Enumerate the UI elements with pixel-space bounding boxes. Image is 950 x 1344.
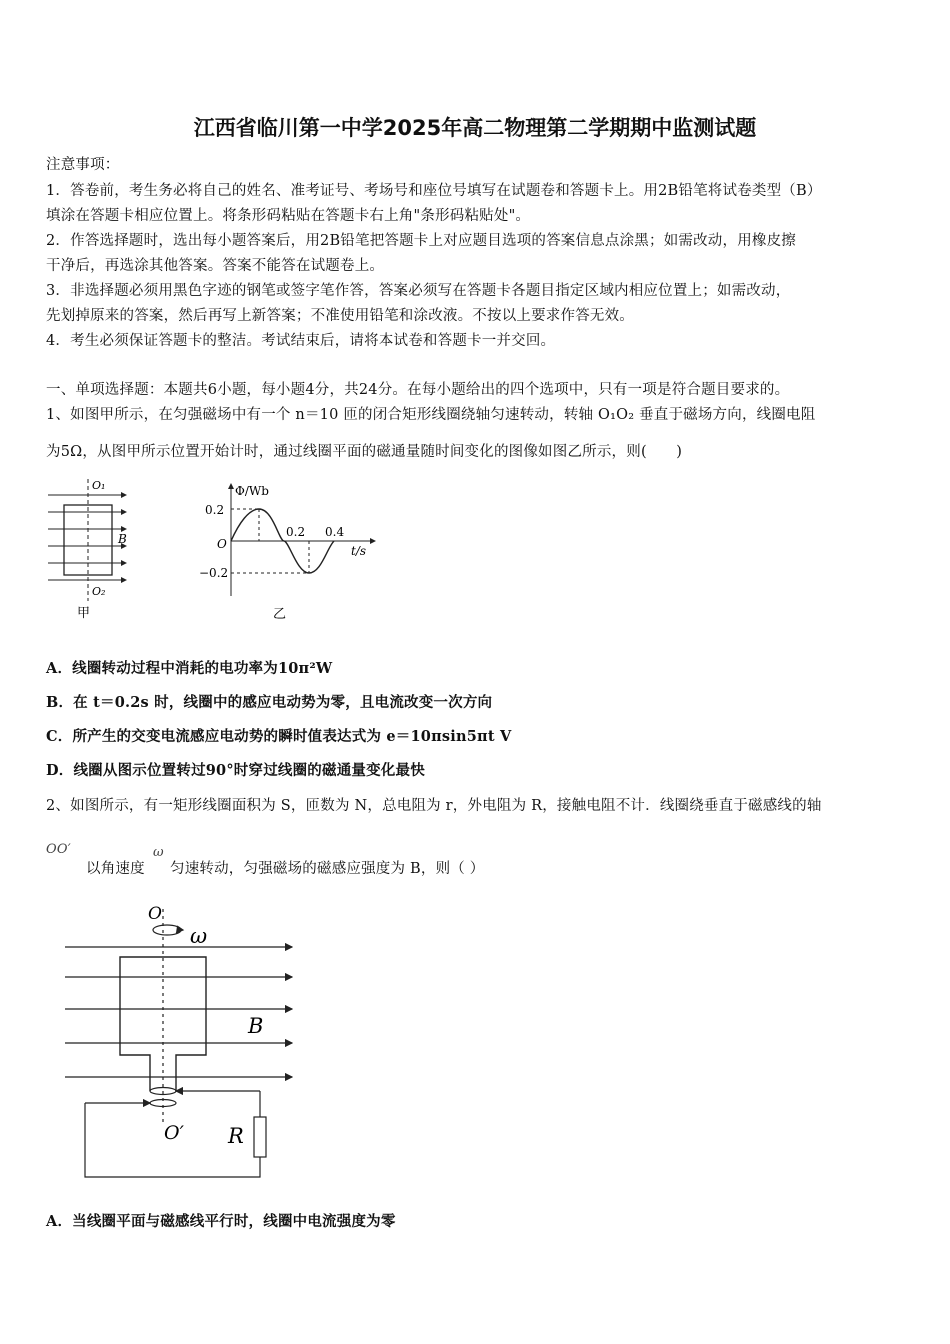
question-1-stem: 1、如图甲所示，在匀强磁场中有一个 n＝10 匝的闭合矩形线圈绕轴匀速转动，转轴 O₁O₂ 垂直于磁场方向，线圈电阻	[46, 407, 816, 423]
resistor	[254, 1117, 266, 1157]
option-d: D．线圈从图示位置转过90°时穿过线圈的磁通量变化最快	[46, 762, 425, 779]
notice-heading: 注意事项：	[46, 157, 120, 173]
option-b: B．在 t＝0.2s 时，线圈中的感应电动势为零，且电流改变一次方向	[46, 694, 493, 711]
option-c: C．所产生的交变电流感应电动势的瞬时值表达式为 e＝10πsin5πt V	[46, 728, 512, 745]
label-o-bottom: O′	[164, 1122, 184, 1144]
label-r: R	[228, 1124, 244, 1148]
notice-line: 1．答卷前，考生务必将自己的姓名、准考证号、考场号和座位号填写在试题卷和答题卡上。用2B铅笔将试卷类型（B）	[46, 183, 822, 199]
figure-q2	[60, 895, 305, 1185]
option-a: A．当线圈平面与磁感线平行时，线圈中电流强度为零	[46, 1213, 396, 1230]
question-2-stem-cont-b: 匀速转动，匀强磁场的磁感应强度为 B，则（ ）	[170, 861, 485, 877]
origin-label: O	[217, 537, 227, 551]
y-tick-bottom: −0.2	[199, 566, 229, 580]
figure-jia	[44, 475, 134, 625]
notice-line: 填涂在答题卡相应位置上。将条形码粘贴在答题卡右上角"条形码粘贴处"。	[46, 208, 531, 224]
notice-line: 先划掉原来的答案，然后再写上新答案；不准使用铅笔和涂改液。不按以上要求作答无效。	[46, 308, 634, 324]
notice-line: 干净后，再选涂其他答案。答案不能答在试题卷上。	[46, 258, 385, 274]
figure-caption: 乙	[273, 607, 287, 622]
x-tick-1: 0.2	[286, 525, 306, 539]
omega-symbol: ω	[153, 845, 164, 860]
notice-line: 2．作答选择题时，选出每小题答案后，用2B铅笔把答题卡上对应题目选项的答案信息点涂黑；如需改动，用橡皮擦	[46, 233, 797, 249]
figure-caption: 甲	[77, 606, 91, 621]
x-axis-label: t/s	[351, 544, 367, 558]
label-o2: O₂	[92, 585, 106, 598]
notice-line: 4．考生必须保证答题卡的整洁。考试结束后，请将本试卷和答题卡一并交回。	[46, 333, 556, 349]
option-a: A．线圈转动过程中消耗的电功率为10π²W	[46, 660, 333, 677]
label-o1: O₁	[92, 479, 106, 492]
label-omega: ω	[190, 924, 208, 948]
page-title: 江西省临川第一中学2025年高二物理第二学期期中监测试题	[193, 116, 757, 140]
section-heading: 一、单项选择题：本题共6小题，每小题4分，共24分。在每小题给出的四个选项中，只有一项是符合题目要求的。	[46, 382, 790, 398]
question-1-stem-cont: 为5Ω，从图甲所示位置开始计时，通过线圈平面的磁通量随时间变化的图像如图乙所示，则( )	[46, 444, 683, 460]
label-b: B	[118, 532, 127, 546]
axis-symbol: OO′	[46, 842, 71, 857]
y-tick-top: 0.2	[205, 503, 225, 517]
y-axis-label: Φ/Wb	[235, 484, 269, 498]
label-b: B	[248, 1014, 264, 1038]
question-2-stem-cont-a: 以角速度	[86, 861, 145, 877]
x-tick-2: 0.4	[325, 525, 345, 539]
question-2-stem: 2、如图所示，有一矩形线圈面积为 S，匝数为 N，总电阻为 r，外电阻为 R，接触电阻不计．线圈绕垂直于磁感线的轴	[46, 798, 822, 814]
label-o-top: O	[148, 904, 162, 924]
notice-line: 3．非选择题必须用黑色字迹的钢笔或签字笔作答，答案必须写在答题卡各题目指定区域内相应位置上；如需改动，	[46, 283, 791, 299]
figure-yi	[195, 478, 390, 623]
